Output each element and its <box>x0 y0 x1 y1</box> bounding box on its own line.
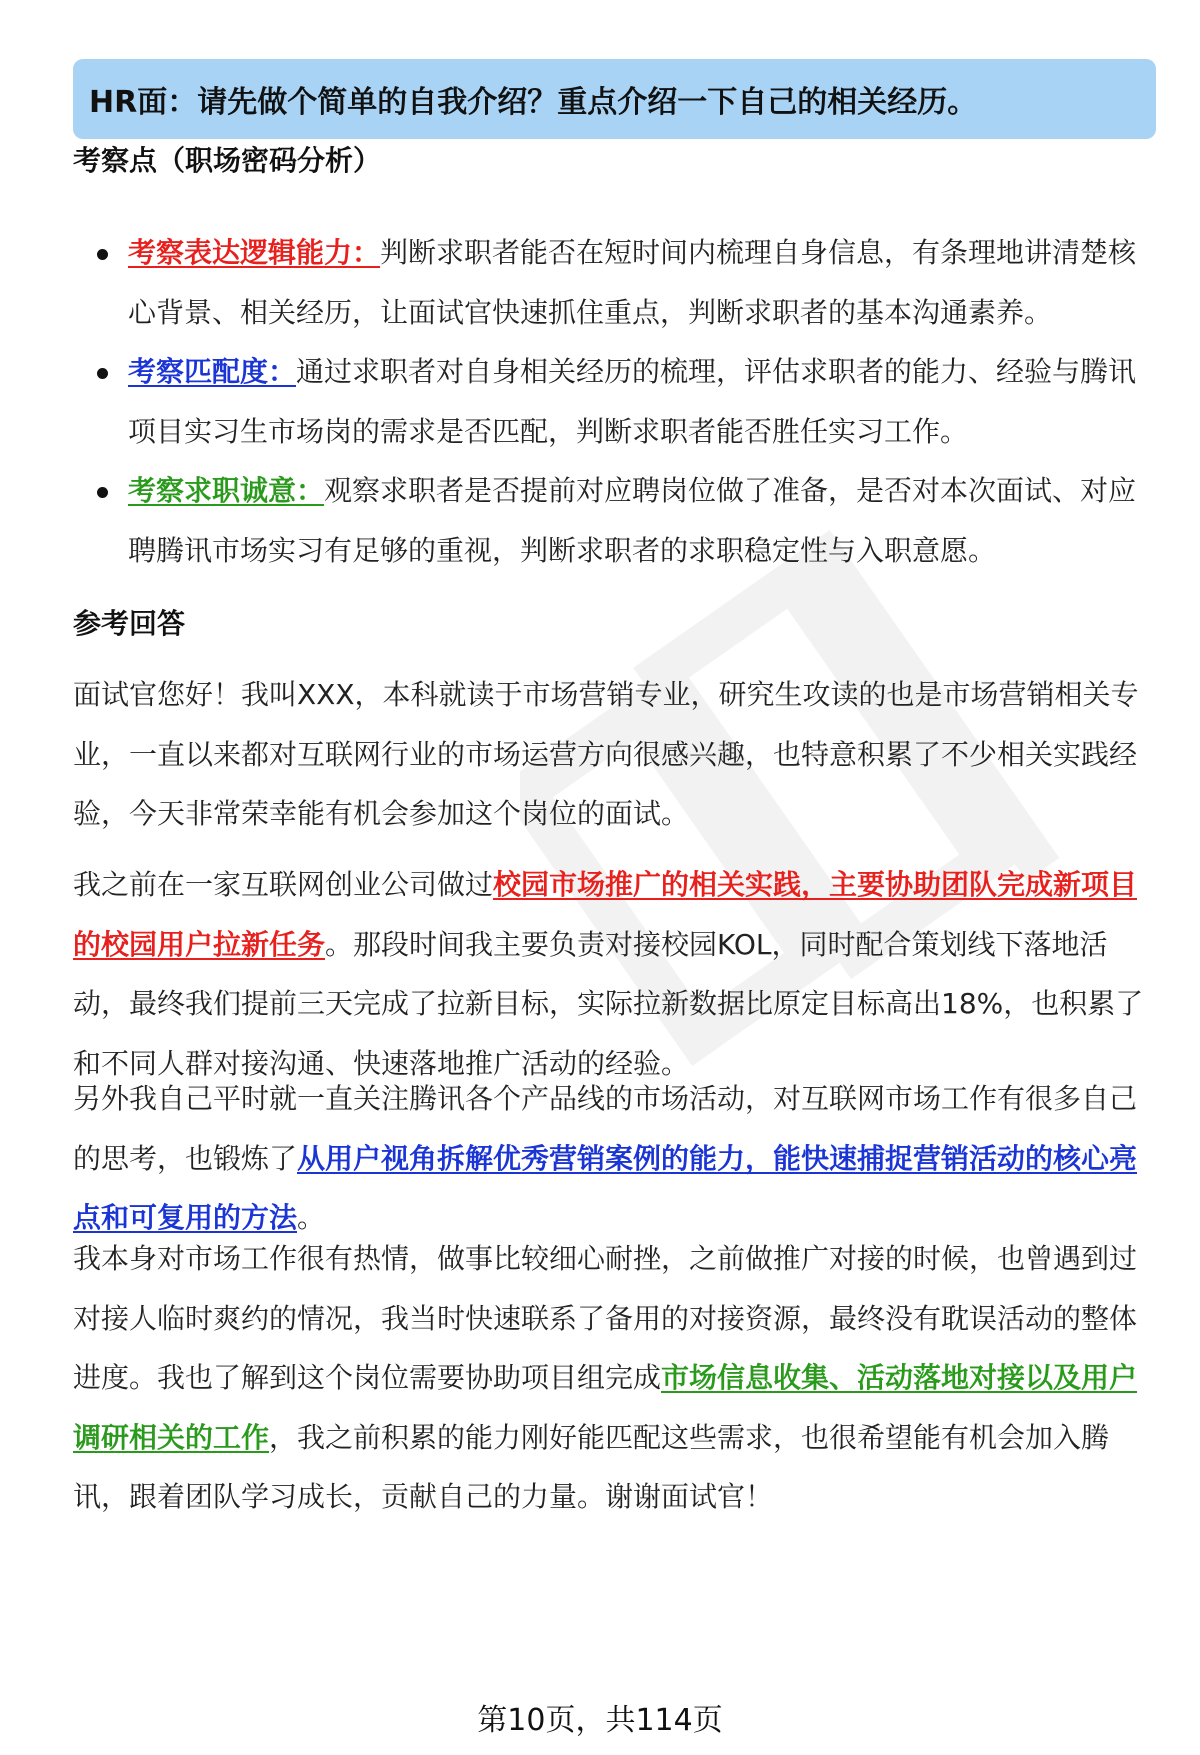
paragraph-text: 我本身对市场工作很有热情，做事比较细心耐挫，之前做推广对接的时候，也曾遇到过对接人临时爽约的情况，我当时快速联系了备用的对接资源，最终没有耽误活动的整体进度。我也了解到这个岗位需要协助项目组完成 <box>73 1242 1138 1394</box>
bullet-icon <box>97 487 108 498</box>
point-label: 考察匹配度： <box>128 355 297 388</box>
point-text: 通过求职者对自身相关经历的梳理，评估求职者的能力、经验与腾讯项目实习生市场岗的需求是否匹配，判断求职者能否胜任实习工作。 <box>128 355 1137 448</box>
paragraph-text: ，我之前积累的能力刚好能匹配这些需求，也很希望能有机会加入腾讯，跟着团队学习成长，贡献自己的力量。谢谢面试官！ <box>73 1420 1110 1513</box>
assessment-point <box>93 461 1153 580</box>
paragraph-text: 。 <box>297 1201 326 1234</box>
assessment-point <box>93 342 1153 461</box>
bullet-icon <box>97 249 108 260</box>
answer-paragraph-skills <box>73 1069 1156 1248</box>
answer-paragraph-experience <box>73 855 1156 1093</box>
bullet-icon <box>97 368 108 379</box>
question-text: HR面：请先做个简单的自我介绍？重点介绍一下自己的相关经历。 <box>89 85 978 120</box>
highlight-text: 校园市场推广的相关实践，主要协助团队完成新项目的校园用户拉新任务 <box>73 868 1138 961</box>
paragraph-text: 。那段时间我主要负责对接校园KOL，同时配合策划线下落地活动，最终我们提前三天完成了拉新目标，实际拉新数据比原定目标高出18%，也积累了和不同人群对接沟通、快速落地推广活动的经验。 <box>73 927 1144 1080</box>
point-label: 考察求职诚意： <box>128 474 325 507</box>
question-banner <box>73 59 1156 139</box>
answer-paragraph-intro: 面试官您好！我叫XXX，本科就读于市场营销专业，研究生攻读的也是市场营销相关专业，一直以来都对互联网行业的市场运营方向很感兴趣，也特意积累了不少相关实践经验，今天非常荣幸能有机会参加这个岗位的面试。 <box>73 678 1139 830</box>
section-title-assessment: 考察点（职场密码分析） <box>73 144 382 177</box>
paragraph-text: 另外我自己平时就一直关注腾讯各个产品线的市场活动，对互联网市场工作有很多自己的思考，也锻炼了 <box>73 1082 1138 1175</box>
highlight-text: 市场信息收集、活动落地对接以及用户调研相关的工作 <box>73 1361 1138 1454</box>
point-text: 观察求职者是否提前对应聘岗位做了准备，是否对本次面试、对应聘腾讯市场实习有足够的重视，判断求职者的求职稳定性与入职意愿。 <box>128 474 1137 567</box>
point-text: 判断求职者能否在短时间内梳理自身信息，有条理地讲清楚核心背景、相关经历，让面试官快速抓住重点，判断求职者的基本沟通素养。 <box>128 236 1137 329</box>
answer-paragraph-motivation <box>73 1229 1156 1527</box>
section-title-answer: 参考回答 <box>73 607 186 640</box>
assessment-points-list <box>93 223 1153 580</box>
paragraph-text: 我之前在一家互联网创业公司做过 <box>73 868 494 901</box>
highlight-text: 从用户视角拆解优秀营销案例的能力，能快速捕捉营销活动的核心亮点和可复用的方法 <box>73 1141 1138 1234</box>
page-number: 第10页，共114页 <box>477 1703 723 1738</box>
assessment-point <box>93 223 1153 342</box>
point-label: 考察表达逻辑能力： <box>128 236 381 269</box>
